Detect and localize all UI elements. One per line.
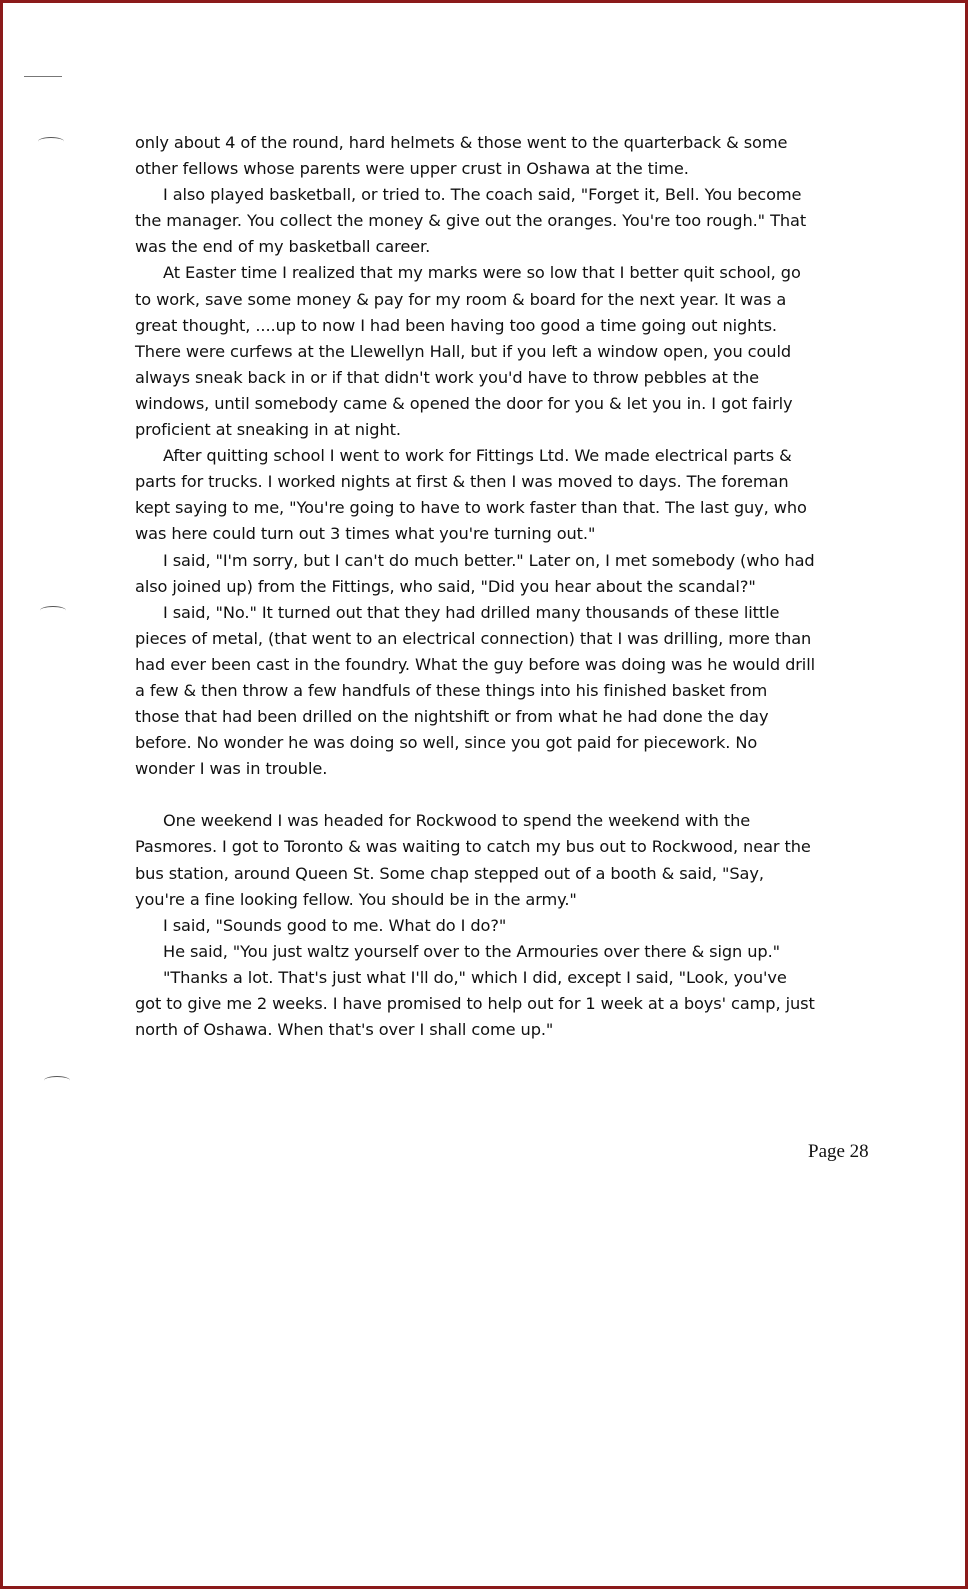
scan-artifact-dash xyxy=(24,76,62,77)
punch-hole-mark xyxy=(40,606,66,615)
paragraph: "Thanks a lot. That's just what I'll do," which I did, except I said, "Look, you've got to give me 2 weeks. I have promised to help out for 1 week at a boys' camp, just north of Oshawa. When that's over I shall come up." xyxy=(135,967,815,1040)
page-number: Page 28 xyxy=(808,1141,869,1162)
paragraph: I said, "No." It turned out that they had drilled many thousands of these little pieces of metal, (that went to an electrical connection) that I was drilling, more than had ever been cast in the foundry. What the guy before was doing was he would drill a few & then throw a few handfuls of these things into his finished basket from those that had been drilled on the nightshift or from what he had done the day before. No wonder he was doing so well, since you got paid for piecework. No wonder I was in trouble. xyxy=(135,602,815,779)
paragraph: I said, "I'm sorry, but I can't do much better." Later on, I met somebody (who had also joined up) from the Fittings, who said, "Did you hear about the scandal?" xyxy=(135,550,815,596)
paragraph: He said, "You just waltz yourself over to the Armouries over there & sign up." xyxy=(163,941,780,961)
document-body xyxy=(135,130,815,1043)
paragraph: One weekend I was headed for Rockwood to spend the weekend with the Pasmores. I got to Toronto & was waiting to catch my bus out to Rockwood, near the bus station, around Queen St. Some chap stepped out of a booth & said, "Say, you're a fine looking fellow. You should be in the army." xyxy=(135,811,811,909)
paragraph: I said, "Sounds good to me. What do I do?" xyxy=(163,915,507,935)
paragraph: I also played basketball, or tried to. The coach said, "Forget it, Bell. You become the manager. You collect the money & give out the oranges. You're too rough." That was the end of my basketball career. xyxy=(135,185,807,257)
paragraph: At Easter time I realized that my marks were so low that I better quit school, go to work, save some money & pay for my room & board for the next year. It was a great thought, ....up to now I had been having too good a time going out nights. There were curfews at the Llewellyn Hall, but if you left a window open, you could always sneak back in or if that didn't work you'd have to throw pebbles at the windows, until somebody came & opened the door for you & let you in. I got fairly proficient at sneaking in at night. xyxy=(135,263,801,440)
punch-hole-mark xyxy=(44,1076,70,1085)
paragraph: only about 4 of the round, hard helmets & those went to the quarterback & some other fellows whose parents were upper crust in Oshawa at the time. xyxy=(135,133,788,179)
paragraph: After quitting school I went to work for Fittings Ltd. We made electrical parts & parts for trucks. I worked nights at first & then I was moved to days. The foreman kept saying to me, "You're going to have to work faster than that. The last guy, who was here could turn out 3 times what you're turning out." xyxy=(135,446,807,544)
punch-hole-mark xyxy=(38,137,64,146)
